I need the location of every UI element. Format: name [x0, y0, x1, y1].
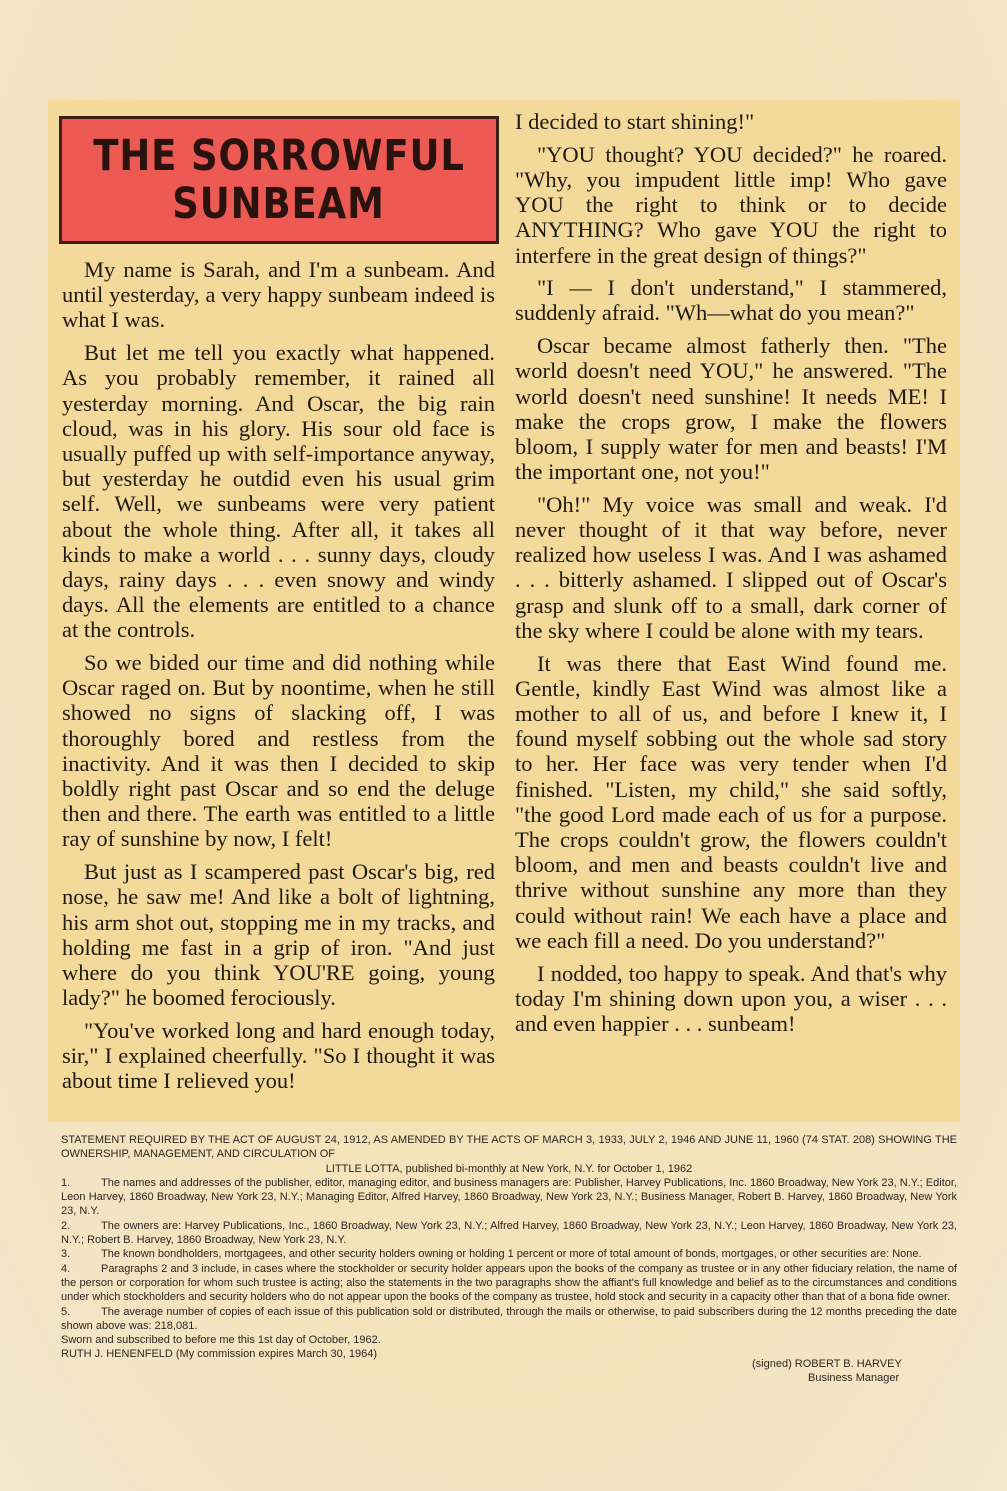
- statement-item-number: 2.: [61, 1219, 71, 1232]
- story-title-line-1: THE SORROWFUL: [93, 131, 465, 181]
- statement-sworn: Sworn and subscribed to before me this 1st day of October, 1962.: [61, 1334, 381, 1347]
- statement-item-number: 4.: [61, 1262, 71, 1275]
- story-paragraph: "Oh!" My voice was small and weak. I'd never thought of it that way before, never realized how useless I was. And I was ashamed . . . bitterly ashamed. I slipped out of Oscar's grasp and slunk off to a small, dark corner of the sky where I could be alone with my tears.: [515, 491, 947, 643]
- signature-title: Business Manager: [808, 1372, 900, 1385]
- story-paragraph: But just as I scampered past Oscar's big, red nose, he saw me! And like a bolt of lightning, his arm shot out, stopping me in my tracks, and holding me fast in a grip of iron. "And just where do you think YOU'RE going, young lady?" he boomed ferociously.: [62, 859, 495, 1011]
- story-paragraph: My name is Sarah, and I'm a sunbeam. And until yesterday, a very happy sunbeam indeed is what I was.: [62, 257, 495, 333]
- story-continuation: I decided to start shining!": [515, 109, 755, 134]
- story-column-left: [62, 257, 495, 1101]
- statement-item: [61, 1262, 957, 1305]
- statement-item: [61, 1247, 957, 1261]
- ownership-statement: [61, 1133, 957, 1362]
- statement-item-text: The owners are: Harvey Publications, Inc., 1860 Broadway, New York 23, N.Y.; Alfred Harvey, 1860 Broadway, New York 23, N.Y.; Leon Harvey, 1860 Broadway, New York 23, N.Y.; Robert B. Harvey, 1860 Broadway, New York 23, N.Y.: [61, 1219, 957, 1247]
- statement-item-text: The names and addresses of the publisher, editor, managing editor, and business managers are: Publisher, Harvey Publications, Inc. 1860 Broadway, New York 23, N.Y.; Editor, Leon Harvey, 1860 Broadway, New York 23, N.Y.; Managing Editor, Alfred Harvey, 1860 Broadway, New York 23, N.Y.; Business Manager, Robert B. Harvey, 1860 Broadway, New York 23, N.Y.: [61, 1176, 957, 1218]
- statement-item-text: Paragraphs 2 and 3 include, in cases where the stockholder or security holder appears upon the books of the company as trustee or in any other fiduciary relation, the name of the person or corporation for whom such trustee is acting; also the statements in the two paragraphs show the affiant's full knowledge and belief as to the circumstances and conditions under which stockholders and security holders who do not appear upon the books of the company as trustee, hold stock and security in a capacity other than that of a bona fide owner.: [61, 1262, 957, 1304]
- statement-publication: LITTLE LOTTA, published bi-monthly at New York, N.Y. for October 1, 1962: [325, 1162, 693, 1175]
- signature-name: (signed) ROBERT B. HARVEY: [752, 1358, 902, 1370]
- story-paragraph: Oscar became almost fatherly then. "The world doesn't need YOU," he answered. "The world doesn't need sunshine! It needs ME! I make the crops grow, I make the flowers bloom, I supply water for men and beasts! I'M the important one, not you!": [515, 333, 947, 485]
- statement-item-number: 5.: [61, 1305, 71, 1318]
- story-paragraph: "YOU thought? YOU decided?" he roared. "Why, you impudent little imp! Who gave YOU the right to think or to decide ANYTHING? Who gave YOU the right to interfere in the great design of things?": [515, 141, 947, 268]
- statement-item-number: 3.: [61, 1248, 71, 1261]
- story-title-line-2: SUNBEAM: [172, 179, 386, 229]
- story-paragraph: But let me tell you exactly what happened. As you probably remember, it rained all yesterday morning. And Oscar, the big rain cloud, was in his glory. His sour old face is usually puffed up with self-importance anyway, but yesterday he outdid even his usual grim self. Well, we sunbeams were very patient about the whole thing. After all, it takes all kinds to make a world . . . sunny days, cloudy days, rainy days . . . even snowy and windy days. All the elements are entitled to a chance at the controls.: [62, 340, 495, 643]
- story-paragraph: "I — I don't understand," I stammered, suddenly afraid. "Wh—what do you mean?": [515, 275, 947, 326]
- statement-item: [61, 1305, 957, 1334]
- statement-item: [61, 1219, 957, 1248]
- statement-item-text: The average number of copies of each issue of this publication sold or distributed, through the mails or otherwise, to paid subscribers during the 12 months preceding the date shown above was: 218,081.: [61, 1305, 957, 1332]
- statement-heading: STATEMENT REQUIRED BY THE ACT OF AUGUST 24, 1912, AS AMENDED BY THE ACTS OF MARCH 3, 1933, JULY 2, 1946 AND JUNE 11, 1960 (74 STAT. 208) SHOWING THE OWNERSHIP, MANAGEMENT, AND CIRCULATION OF: [61, 1134, 957, 1161]
- signature-block: [752, 1357, 962, 1386]
- statement-notary: RUTH J. HENENFELD (My commission expires March 30, 1964): [61, 1348, 378, 1361]
- story-column-right: [515, 109, 947, 1044]
- statement-item-number: 1.: [61, 1176, 71, 1189]
- statement-item-text: The known bondholders, mortgagees, and other security holders owning or holding 1 percent or more of total amount of bonds, mortgages, or other securities are: None.: [101, 1248, 922, 1261]
- story-paragraph: It was there that East Wind found me. Gentle, kindly East Wind was almost like a mother to all of us, and before I knew it, I found myself sobbing out the whole sad story to her. Her face was very tender when I'd finished. "Listen, my child," she said softly, "the good Lord made each of us for a purpose. The crops couldn't grow, the flowers couldn't bloom, and men and beasts couldn't live and thrive without sunshine any more than they could without rain! We each have a place and we each fill a need. Do you understand?": [515, 650, 947, 953]
- story-title-box: [59, 116, 499, 244]
- statement-item: [61, 1176, 957, 1219]
- story-paragraph: "You've worked long and hard enough today, sir," I explained cheerfully. "So I thought it was about time I relieved you!: [62, 1017, 495, 1094]
- story-paragraph: So we bided our time and did nothing while Oscar raged on. But by noontime, when he still showed no signs of slacking off, I was thoroughly bored and restless from the inactivity. And it was then I decided to skip boldly right past Oscar and so end the deluge then and there. The earth was entitled to a little ray of sunshine by now, I felt!: [62, 650, 495, 852]
- story-paragraph: I nodded, too happy to speak. And that's why today I'm shining down upon you, a wiser . . . and even happier . . . sunbeam!: [515, 960, 947, 1036]
